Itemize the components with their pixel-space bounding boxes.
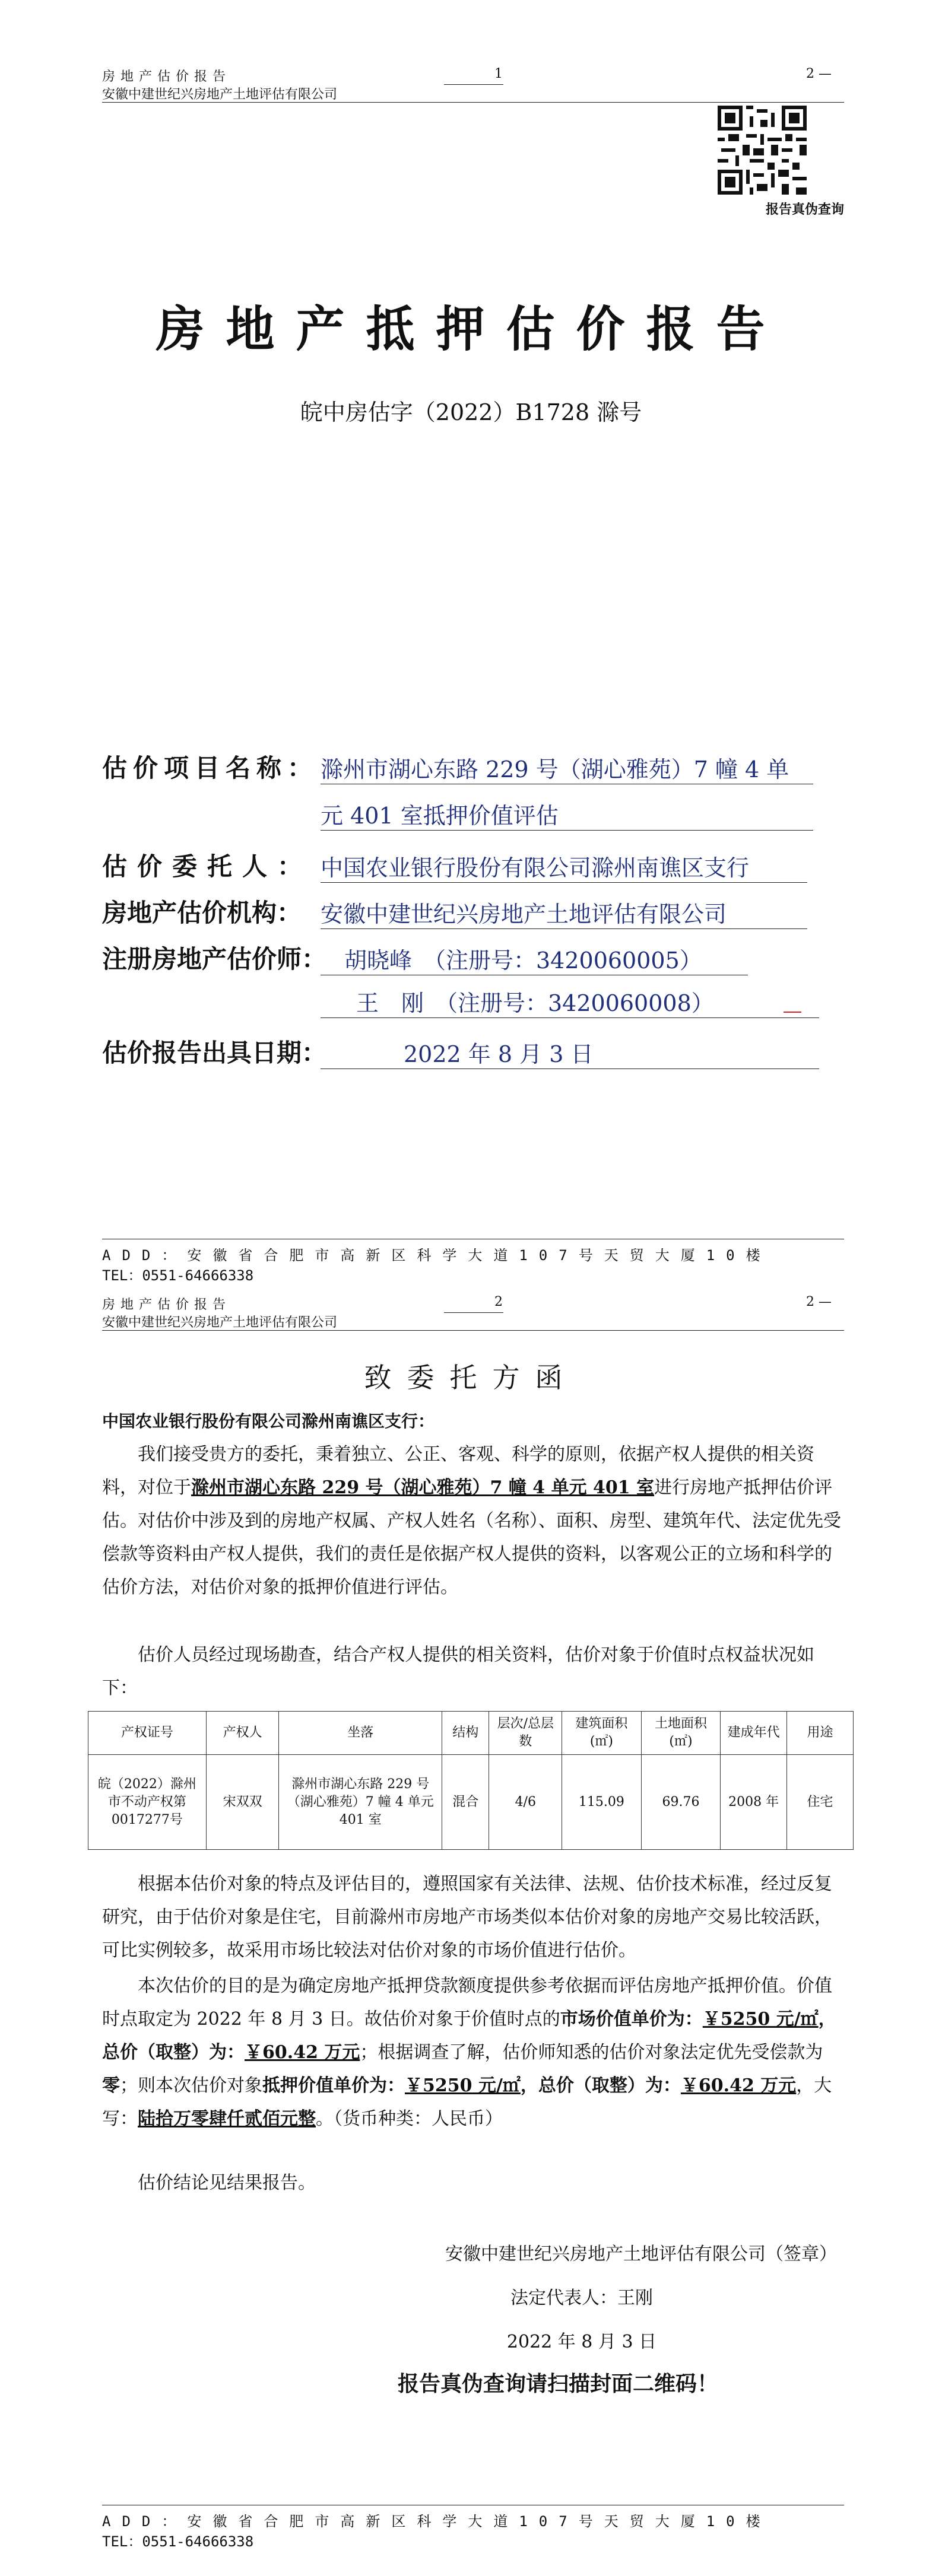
table-header-cell: 用途	[787, 1712, 854, 1755]
report-main-title: 房地产抵押估价报告	[156, 301, 786, 358]
table-cell: 混合	[442, 1755, 489, 1850]
verification-note: 报告真伪查询请扫描封面二维码！	[397, 2372, 718, 2396]
addressee: 中国农业银行股份有限公司滁州南谯区支行：	[102, 1411, 435, 1431]
table-header-cell: 产权证号	[88, 1712, 207, 1755]
para4-text-f: ；根据调查了解，估价师知悉的估价对象法定优先受偿款为	[360, 2042, 823, 2063]
page1-header-company: 安徽中建世纪兴房地产土地评估有限公司	[102, 87, 338, 102]
signature-company: 安徽中建世纪兴房地产土地评估有限公司（签章）	[445, 2244, 837, 2265]
appraiser-label: 注册房地产估价师：	[102, 944, 327, 974]
para4-mortgage-total-label: ，总价（取整）为：	[520, 2075, 681, 2096]
para1-property-address: 滁州市湖心东路 229 号（湖心雅苑）7 幢 4 单元 401 室	[191, 1477, 655, 1498]
para4-market-total-price: ￥60.42 万元	[245, 2042, 360, 2063]
appraiser-2-value: 王 刚 （注册号：3420060008）	[321, 985, 819, 1018]
table-cell: 滁州市湖心东路 229 号（湖心雅苑）7 幢 4 单元 401 室	[279, 1755, 442, 1850]
letter-paragraph-5: 估价结论见结果报告。	[138, 2173, 316, 2193]
table-cell: 皖（2022）滁州市不动产权第0017277号	[88, 1755, 207, 1850]
page2-header-company: 安徽中建世纪兴房地产土地评估有限公司	[102, 1315, 338, 1330]
letter-paragraph-4	[102, 1970, 843, 2136]
letter-paragraph-1	[102, 1438, 843, 1604]
table-header-cell: 建成年代	[721, 1712, 787, 1755]
para4-text-o: 。（货币种类：人民币）	[316, 2108, 503, 2129]
letter-paragraph-2: 估价人员经过现场勘查，结合产权人提供的相关资料，估价对象于价值时点权益状况如下：	[102, 1645, 814, 1699]
report-date-label: 估价报告出具日期：	[102, 1038, 327, 1067]
page1-header-page-underline	[444, 84, 503, 85]
report-date-value: 2022 年 8 月 3 日	[321, 1036, 819, 1069]
para1-text-c: 进行房地产抵押估价评估。对估价中涉及到的房地产权属、产权人姓名（名称）、面积、房型、建筑年代、法定优先受偿款等资料由产权人提供，我们的责任是依据产权人提供的资料，以客观公正的立场和科学的估价方法，对估价对象的抵押价值进行评估。	[102, 1477, 841, 1598]
table-row	[88, 1755, 854, 1850]
table-cell: 69.76	[641, 1755, 721, 1850]
page2-footer-address	[102, 2510, 844, 2530]
agency-label: 房地产估价机构：	[102, 898, 302, 927]
para4-priority-amount: 零	[102, 2075, 120, 2096]
page2-header-rule	[102, 1330, 844, 1331]
para4-mortgage-unit-label: 抵押价值单价为：	[262, 2075, 405, 2096]
page1-header-title: 房地产估价报告	[102, 69, 231, 84]
para4-market-unit-label: 市场价值单价为：	[560, 2009, 703, 2030]
para4-text-a: 本次估价的目的是为确定房地产抵押贷款额度提供参考依据而评估房地产抵押价值。价值时点取定为 2022 年 8 月 3 日。故估价对象于价值时点的	[102, 1976, 832, 2030]
table-header-cell: 结构	[442, 1712, 489, 1755]
table-cell: 宋双双	[206, 1755, 279, 1850]
client-label: 估价委托人：	[102, 852, 313, 881]
table-header-cell: 层次/总层数	[489, 1712, 562, 1755]
para4-market-total-label: ，总价（取整）为：	[102, 2009, 836, 2063]
signature-legal-representative: 法定代表人：王刚	[510, 2288, 653, 2308]
page2-footer-address-text: ADD：安徽省合肥市高新区科学大道107号天贸大厦10楼	[102, 2513, 772, 2530]
table-header-cell: 产权人	[206, 1712, 279, 1755]
project-name-label: 估价项目名称：	[102, 753, 319, 783]
letter-title: 致委托方函	[364, 1362, 578, 1394]
page2-header-page-underline	[444, 1312, 503, 1313]
table-header-cell: 建筑面积(㎡)	[562, 1712, 642, 1755]
table-header-cell: 土地面积(㎡)	[641, 1712, 721, 1755]
para4-market-unit-price: ￥5250 元/㎡	[702, 2009, 819, 2030]
para4-mortgage-total-price: ￥60.42 万元	[680, 2075, 797, 2096]
project-name-value-line1: 滁州市湖心东路 229 号（湖心雅苑）7 幢 4 单	[321, 751, 813, 784]
page1-header-page-number: 1	[494, 66, 503, 81]
appraiser-1-value: 胡晓峰 （注册号：3420060005）	[321, 942, 748, 975]
qr-code-icon[interactable]	[717, 106, 807, 195]
page1-footer-address	[102, 1244, 844, 1264]
para1-text-a: 我们接受贵方的委托，秉着独立、公正、客观、科学的原则，依据产权人提供的相关资料，对位于	[102, 1444, 814, 1498]
page2-header-page-total: 2 —	[806, 1295, 832, 1309]
table-header-cell: 坐落	[279, 1712, 442, 1755]
table-cell: 115.09	[562, 1755, 642, 1850]
para4-amount-in-words: 陆拾万零肆仟贰佰元整	[138, 2108, 316, 2129]
red-mark	[784, 1012, 801, 1013]
agency-value: 安徽中建世纪兴房地产土地评估有限公司	[321, 896, 807, 929]
page2-header-title: 房地产估价报告	[102, 1297, 231, 1312]
page1-footer-tel: TEL：0551-64666338	[102, 1267, 254, 1284]
table-header-row	[88, 1712, 854, 1755]
letter-paragraph-3: 根据本估价对象的特点及评估目的，遵照国家有关法律、法规、估价技术标准，经过反复研究，由于估价对象是住宅，目前滁州市房地产市场类似本估价对象的房地产交易比较活跃，可比实例较多，故采用市场比较法对估价对象的市场价值进行估价。	[102, 1874, 832, 1961]
property-info-table	[88, 1711, 854, 1850]
page2-header-page-number: 2	[494, 1295, 503, 1309]
report-number: 皖中房估字（2022）B1728 滁号	[300, 399, 642, 425]
page1-footer-address-text: ADD：安徽省合肥市高新区科学大道107号天贸大厦10楼	[102, 1247, 772, 1264]
project-name-value-line2: 元 401 室抵押价值评估	[321, 797, 813, 831]
para4-text-h: ；则本次估价对象	[120, 2075, 262, 2096]
signature-date: 2022 年 8 月 3 日	[506, 2332, 657, 2352]
table-cell: 4/6	[489, 1755, 562, 1850]
table-cell: 住宅	[787, 1755, 854, 1850]
para4-text-m: ，大写：	[102, 2075, 832, 2129]
page2-footer-tel: TEL：0551-64666338	[102, 2533, 254, 2550]
table-cell: 2008 年	[721, 1755, 787, 1850]
qr-label: 报告真伪查询	[766, 202, 845, 217]
para4-mortgage-unit-price: ￥5250 元/㎡	[405, 2075, 521, 2096]
page1-header-page-total: 2 —	[806, 66, 832, 81]
client-value: 中国农业银行股份有限公司滁州南谯区支行	[321, 850, 807, 883]
page1-header-rule	[102, 102, 844, 103]
